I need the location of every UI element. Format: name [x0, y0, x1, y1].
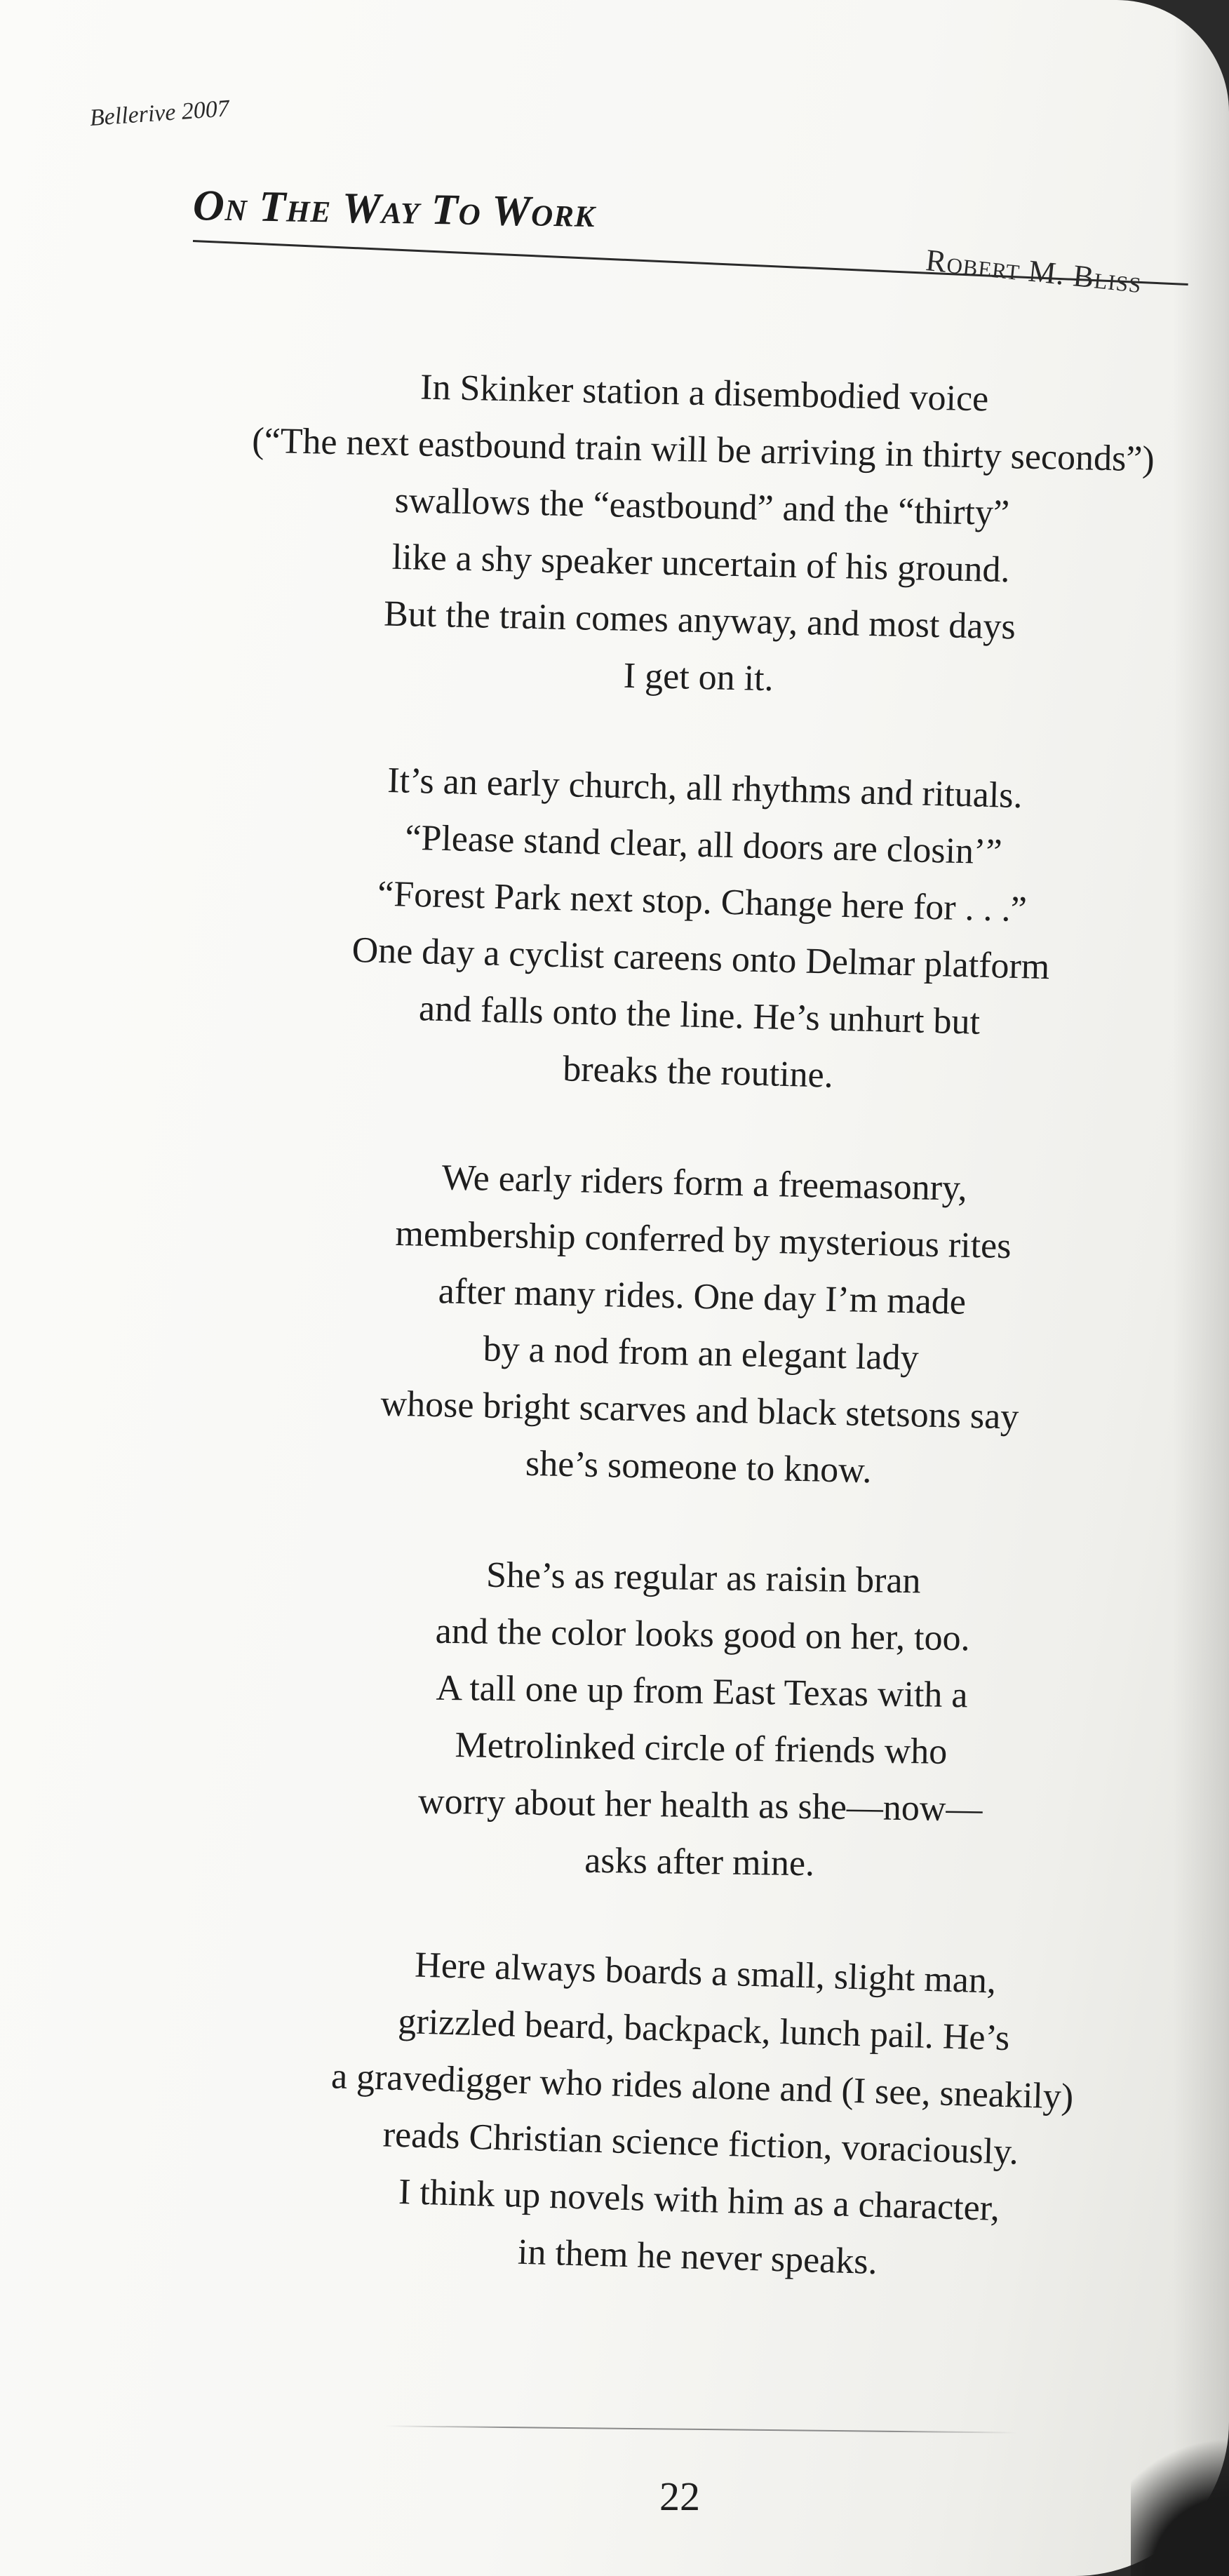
- poem-title: On The Way To Work: [192, 182, 596, 237]
- page-number: 22: [659, 2474, 700, 2519]
- poem-line: Here always boards a small, slight man,: [414, 1945, 997, 2001]
- poem-line: after many rides. One day I’m made: [438, 1271, 967, 1322]
- poem-line: (“The next eastbound train will be arriving in thirty seconds”): [251, 420, 1155, 480]
- poem-line: whose bright scarves and black stetsons say: [380, 1383, 1019, 1437]
- poem-line: a gravedigger who rides alone and (I see, sneakily): [330, 2056, 1074, 2117]
- poem-line: “Please stand clear, all doors are closin’”: [404, 817, 1003, 873]
- poem-line: But the train comes anyway, and most days: [383, 593, 1016, 648]
- poem-line: grizzled beard, backpack, lunch pail. He’s: [397, 2001, 1011, 2059]
- poem-line: breaks the routine.: [562, 1049, 834, 1096]
- poem-line: I get on it.: [623, 655, 774, 699]
- poem-line: she’s someone to know.: [525, 1443, 873, 1491]
- page-corner-shadow: [1131, 2408, 1229, 2576]
- poem-line: membership conferred by mysterious rites: [395, 1213, 1012, 1267]
- poem-line: swallows the “eastbound” and the “thirty”: [394, 480, 1010, 534]
- poem-author: Robert M. Bliss: [924, 243, 1144, 300]
- poem-line: in them he never speaks.: [517, 2232, 878, 2283]
- poem-line: Metrolinked circle of friends who: [455, 1725, 948, 1772]
- poem-line: and the color looks good on her, too.: [435, 1611, 971, 1659]
- poem-line: We early riders form a freemasonry,: [441, 1158, 968, 1209]
- poem-line: In Skinker station a disembodied voice: [419, 367, 989, 420]
- running-head: Bellerive 2007: [88, 95, 230, 131]
- stanza: [214, 1145, 1189, 1506]
- poem-line: reads Christian science fiction, voraciously.: [382, 2114, 1019, 2173]
- footer-rule: [386, 2425, 1017, 2433]
- poem-line: “Forest Park next stop. Change here for . . .”: [377, 873, 1028, 930]
- poem-line: I think up novels with him as a character,: [398, 2171, 1000, 2229]
- stanza: [213, 748, 1189, 1113]
- poem-line: by a nod from an elegant lady: [483, 1329, 920, 1378]
- poem-line: and falls onto the line. He’s unhurt but: [418, 988, 981, 1042]
- poem-line: One day a cyclist careens onto Delmar platform: [351, 930, 1050, 988]
- stanza: [213, 1931, 1190, 2299]
- poem-line: It’s an early church, all rhythms and rituals.: [387, 760, 1023, 817]
- poem-line: She’s as regular as raisin bran: [485, 1555, 921, 1602]
- poem-line: worry about her health as she—now—: [417, 1781, 983, 1830]
- stanza: [214, 355, 1189, 716]
- stanza: [215, 1543, 1188, 1897]
- poem-line: like a shy speaker uncertain of his ground.: [391, 537, 1011, 591]
- poem-line: A tall one up from East Texas with a: [436, 1668, 968, 1716]
- poem-line: asks after mine.: [584, 1840, 815, 1884]
- poem-body: [217, 365, 1186, 2340]
